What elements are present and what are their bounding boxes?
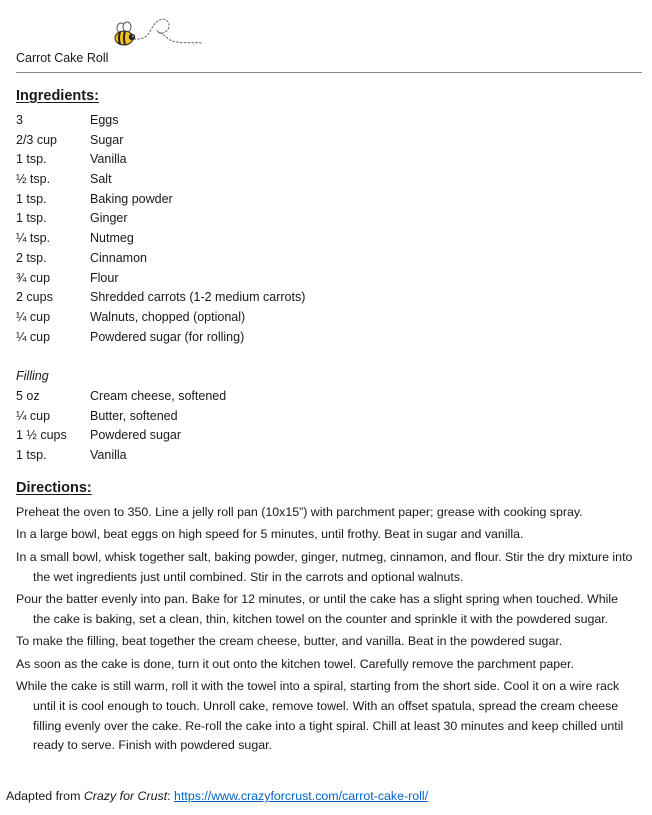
- direction-step: While the cake is still warm, roll it with the towel into a spiral, starting from the short side. Cool it on a wire rack until it is cool enough to touch. Unroll cake, remove towel. With an offset spatula, spread the cream cheese filling evenly over the cake. Re-roll the cake into a tight spiral. Chill at least 30 minutes and keep chilled until ready to serve. Finish with powdered sugar.: [16, 678, 624, 753]
- ingredients-list: [16, 111, 616, 347]
- filling-row: [16, 387, 616, 407]
- filling-quantity: 5 oz: [16, 389, 40, 403]
- direction-step: Preheat the oven to 350. Line a jelly roll pan (10x15”) with parchment paper; grease with cooking spray.: [16, 505, 583, 519]
- filling-list: [16, 387, 616, 466]
- ingredient-row: [16, 229, 616, 249]
- ingredient-name: Nutmeg: [90, 231, 134, 246]
- ingredients-heading: Ingredients:: [16, 88, 99, 104]
- ingredient-name: Powdered sugar (for rolling): [90, 329, 245, 344]
- filling-row: [16, 407, 616, 427]
- ingredient-name: Salt: [90, 172, 112, 187]
- ingredient-quantity: 2 cups: [16, 290, 53, 305]
- ingredient-quantity: 1 tsp.: [16, 152, 47, 167]
- filling-name: Cream cheese, softened: [90, 389, 227, 403]
- ingredient-quantity: 1 tsp.: [16, 211, 47, 226]
- filling-row: [16, 426, 616, 446]
- ingredient-name: Sugar: [90, 132, 124, 147]
- source-link[interactable]: https://www.crazyforcrust.com/carrot-cake-roll/: [174, 789, 429, 803]
- ingredient-row: [16, 170, 616, 190]
- ingredient-name: Cinnamon: [90, 250, 147, 265]
- attribution-source: Crazy for Crust: [83, 789, 168, 803]
- ingredient-quantity: 1 tsp.: [16, 191, 47, 206]
- ingredient-name: Shredded carrots (1-2 medium carrots): [90, 290, 306, 305]
- ingredient-name: Eggs: [90, 113, 119, 127]
- ingredient-row: [16, 209, 616, 229]
- ingredient-row: [16, 288, 616, 308]
- document-title: Carrot Cake Roll: [16, 51, 109, 65]
- ingredient-quantity: 3: [16, 113, 23, 127]
- ingredient-name: Vanilla: [90, 152, 127, 167]
- ingredient-row: [16, 328, 616, 348]
- directions-heading: Directions:: [16, 480, 92, 496]
- directions-list: [16, 503, 638, 759]
- ingredient-row: [16, 150, 616, 170]
- ingredient-quantity: ½ tsp.: [16, 172, 51, 187]
- direction-step: Pour the batter evenly into pan. Bake for 12 minutes, or until the cake has a slight spring when touched. While the cake is baking, set a clean, thin, kitchen towel on the counter and sprinkle it with the powdered sugar.: [16, 591, 618, 626]
- filling-quantity: 1 ½ cups: [16, 428, 67, 443]
- attribution-separator: :: [167, 789, 175, 803]
- ingredient-quantity: ¼ cup: [16, 329, 51, 344]
- filling-label: Filling: [16, 369, 49, 383]
- attribution-prefix: Adapted from: [6, 789, 84, 803]
- filling-name: Butter, softened: [90, 408, 178, 423]
- ingredient-row: [16, 111, 616, 131]
- ingredient-name: Flour: [90, 270, 119, 285]
- ingredient-quantity: 2/3 cup: [16, 132, 58, 147]
- ingredient-quantity: 2 tsp.: [16, 250, 47, 265]
- direction-step: As soon as the cake is done, turn it out onto the kitchen towel. Carefully remove the parchment paper.: [16, 656, 574, 671]
- ingredient-name: Walnuts, chopped (optional): [90, 309, 246, 324]
- filling-row: [16, 446, 616, 466]
- direction-step: To make the filling, beat together the cream cheese, butter, and vanilla. Beat in the powdered sugar.: [16, 634, 563, 649]
- ingredient-row: [16, 249, 616, 269]
- document-header: [16, 50, 642, 73]
- ingredient-quantity: ¼ cup: [16, 309, 51, 324]
- bee-icon: [112, 14, 204, 50]
- ingredient-quantity: ¼ tsp.: [16, 231, 51, 246]
- filling-quantity: ¼ cup: [16, 408, 51, 423]
- ingredient-name: Baking powder: [90, 191, 173, 206]
- filling-quantity: 1 tsp.: [16, 448, 47, 463]
- attribution-line: [6, 787, 428, 806]
- ingredient-row: [16, 269, 616, 289]
- filling-name: Vanilla: [90, 448, 127, 463]
- ingredient-name: Ginger: [90, 211, 128, 226]
- direction-step: In a small bowl, whisk together salt, baking powder, ginger, nutmeg, cinnamon, and flour. Stir the dry mixture into the wet ingredients just until combined. Stir in the carrots and optional walnuts.: [16, 549, 633, 584]
- ingredient-row: [16, 131, 616, 151]
- ingredient-quantity: ¾ cup: [16, 270, 51, 285]
- ingredient-row: [16, 308, 616, 328]
- filling-name: Powdered sugar: [90, 428, 182, 443]
- direction-step: In a large bowl, beat eggs on high speed for 5 minutes, until frothy. Beat in sugar and vanilla.: [16, 527, 524, 542]
- ingredient-row: [16, 190, 616, 210]
